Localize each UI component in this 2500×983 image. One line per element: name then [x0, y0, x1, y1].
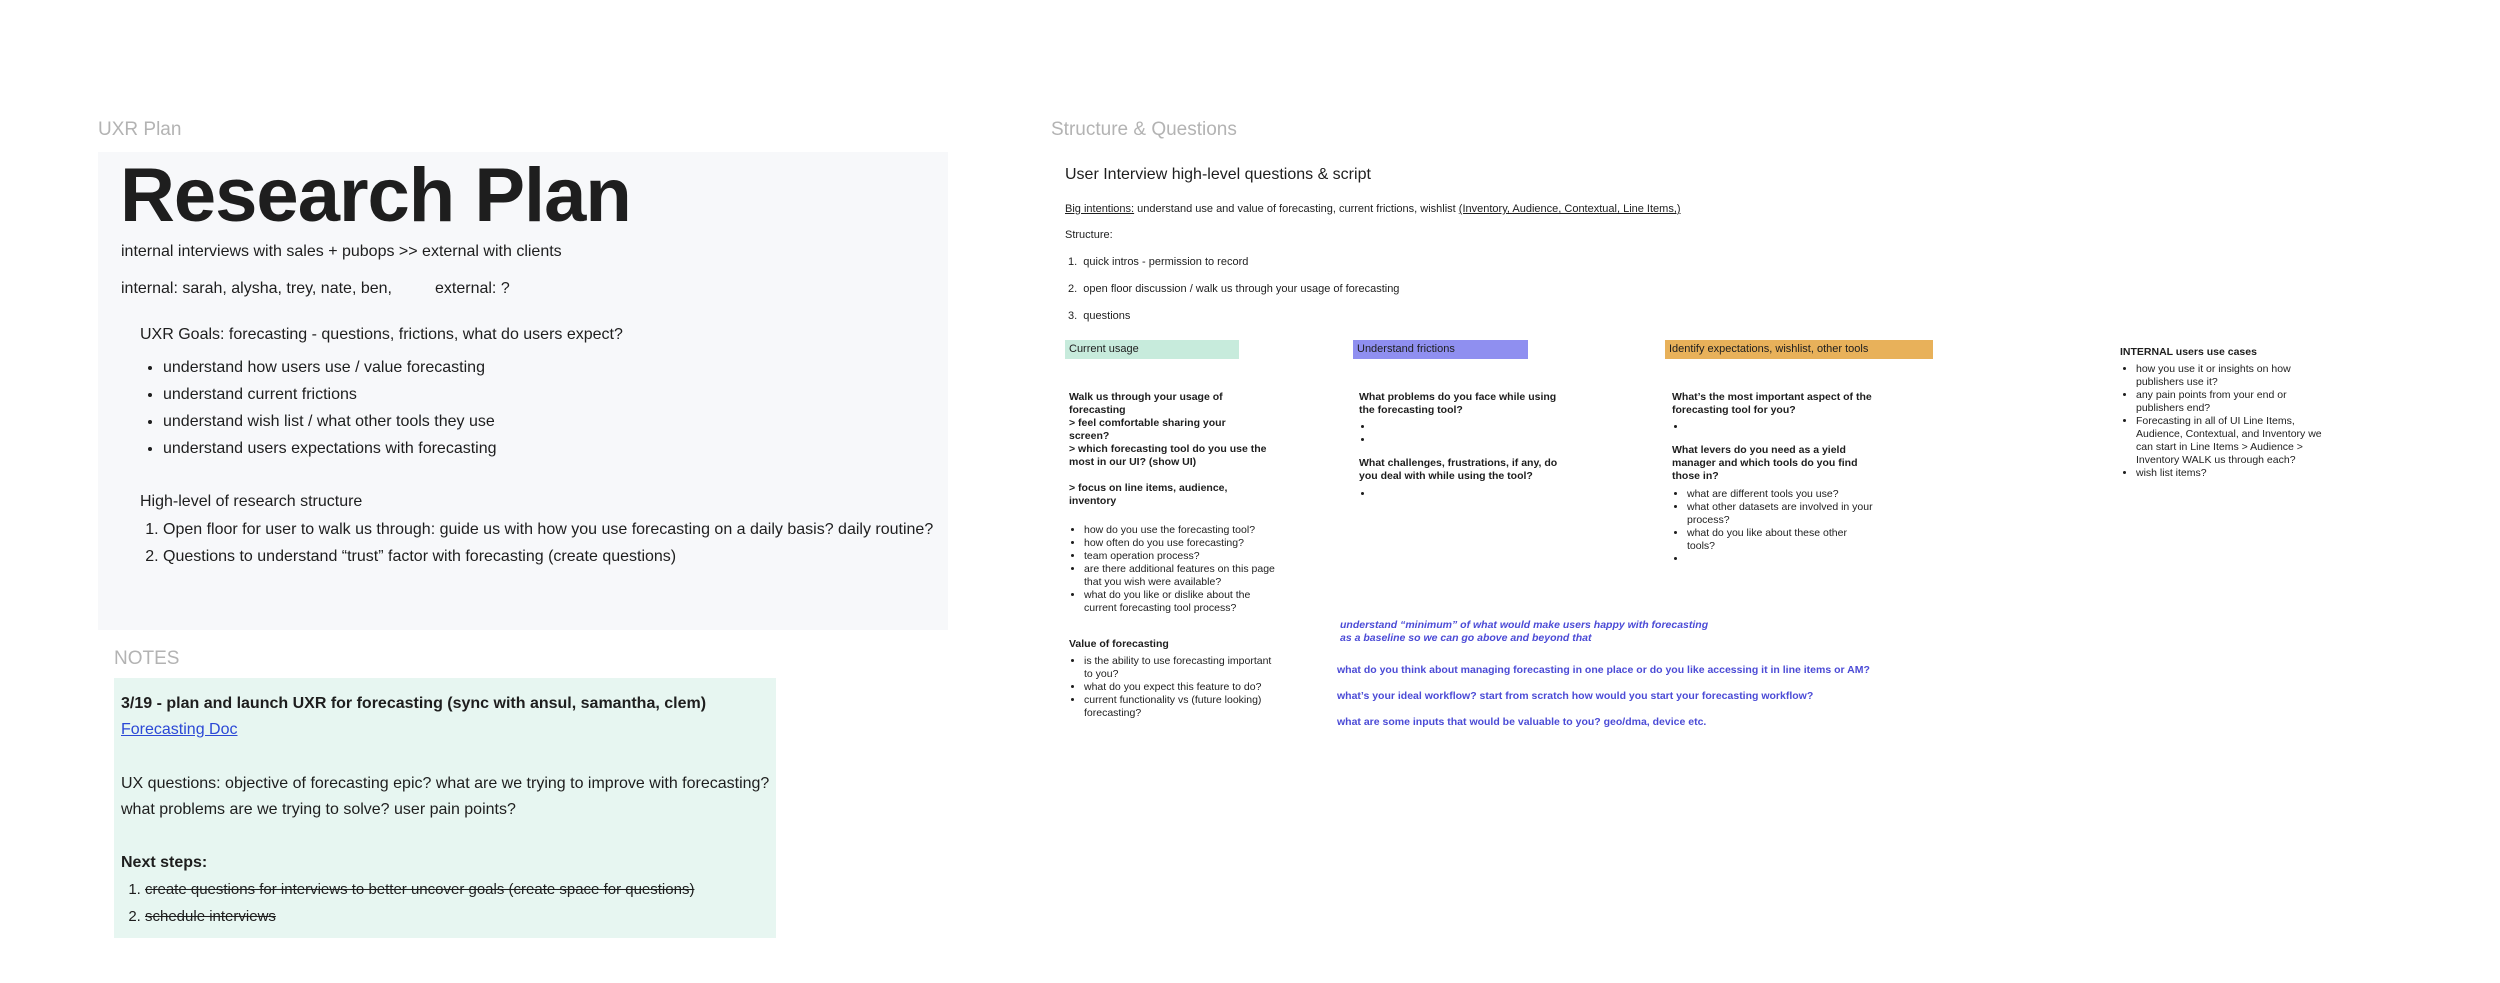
research-plan-title: Research Plan — [120, 153, 631, 238]
uxr-goals-heading: UXR Goals: forecasting - questions, frictions, what do users expect? — [140, 326, 623, 343]
blue-question-2: what’s your ideal workflow? start from scratch how would you start your forecasting workflow? — [1337, 690, 1814, 702]
expectations-bullets-2 — [1687, 488, 1877, 566]
list-item: 2. Questions to understand “trust” factor with forecasting (create questions) — [163, 543, 933, 570]
list-item — [1687, 553, 1877, 566]
minimum-note-line-1: understand “minimum” of what would make users happy with forecasting — [1340, 619, 1709, 631]
value-of-forecasting-heading: Value of forecasting — [1069, 638, 1169, 650]
ux-questions-line-2: what problems are we trying to solve? user pain points? — [121, 801, 516, 818]
next-steps-list — [145, 876, 694, 930]
frictions-question-2: What challenges, frustrations, if any, do you deal with while using the tool? — [1359, 457, 1558, 482]
list-item: • what do you like or dislike about the current forecasting tool process? — [1084, 589, 1276, 615]
list-item: • Forecasting in all of UI Line Items, Audience, Contextual, and Inventory we can start in Line Items > Audience > Inventory WALK us through each? — [2136, 415, 2336, 467]
interview-script-title: User Interview high-level questions & script — [1065, 166, 1371, 183]
identify-expectations-tag[interactable]: Identify expectations, wishlist, other tools — [1665, 340, 1933, 359]
list-item — [1374, 421, 1377, 434]
structure-item-text: questions — [1083, 310, 1131, 322]
focus-line: > focus on line items, audience, — [1069, 482, 1228, 494]
list-item — [1374, 434, 1377, 447]
expectations-question-1: What’s the most important aspect of the forecasting tool for you? — [1672, 391, 1872, 416]
notes-frame-label[interactable]: NOTES — [114, 648, 180, 669]
intro-line: Walk us through your usage of — [1069, 391, 1223, 403]
forecasting-doc-link[interactable]: Forecasting Doc — [121, 721, 238, 738]
list-item: • how do you use the forecasting tool? — [1084, 524, 1276, 537]
list-item: 1. Open floor for user to walk us through: guide us with how you use forecasting on a daily basis? daily routine? — [163, 516, 933, 543]
list-item: • understand wish list / what other tools they use — [163, 408, 497, 435]
structure-item-text: quick intros - permission to record — [1083, 256, 1249, 268]
intro-line: forecasting — [1069, 404, 1126, 416]
structure-item-3: 3. questions — [1068, 310, 1131, 322]
frictions-question-1: What problems do you face while using the forecasting tool? — [1359, 391, 1557, 416]
current-usage-tag[interactable]: Current usage — [1065, 340, 1239, 359]
intro-line: > which forecasting tool do you use the — [1069, 443, 1267, 455]
frictions-bullets-2 — [1374, 488, 1377, 501]
list-item: • understand users expectations with forecasting — [163, 435, 497, 462]
structure-item-2: 2. open floor discussion / walk us through your usage of forecasting — [1068, 283, 1400, 295]
current-usage-intro — [1069, 391, 1284, 508]
structure-item-1: 1. quick intros - permission to record — [1068, 256, 1249, 268]
list-item: • what are different tools you use? — [1687, 488, 1877, 501]
list-item: • current functionality vs (future looking) forecasting? — [1084, 694, 1276, 720]
expectations-question-2: What levers do you need as a yield manager and which tools do you find those in? — [1672, 444, 1858, 482]
list-item — [1374, 488, 1377, 501]
internal-participants: internal: sarah, alysha, trey, nate, ben, — [121, 280, 392, 297]
intro-line: screen? — [1069, 430, 1110, 442]
blue-question-1: what do you think about managing forecasting in one place or do you like accessing it in line items or AM? — [1337, 664, 1870, 676]
uxr-goals-list — [163, 354, 497, 462]
internal-users-bullets — [2136, 363, 2336, 480]
big-intentions-label: Big intentions: — [1065, 203, 1135, 215]
notes-date-line: 3/19 - plan and launch UXR for forecasting (sync with ansul, samantha, clem) — [121, 695, 707, 712]
list-item: • what do you expect this feature to do? — [1084, 681, 1276, 694]
focus-line: inventory — [1069, 495, 1117, 507]
big-intentions-line — [1065, 203, 1681, 215]
big-intentions-scope: (Inventory, Audience, Contextual, Line Items,) — [1458, 203, 1681, 215]
blue-question-3: what are some inputs that would be valuable to you? geo/dma, device etc. — [1337, 716, 1707, 728]
list-item: • any pain points from your end or publishers end? — [2136, 389, 2336, 415]
list-item: 2. schedule interviews — [145, 903, 694, 930]
list-item: • how you use it or insights on how publishers use it? — [2136, 363, 2336, 389]
intro-line: most in our UI? (show UI) — [1069, 456, 1197, 468]
list-item: • what do you like about these other tools? — [1687, 527, 1877, 553]
current-usage-bullets — [1084, 524, 1276, 615]
list-item: • team operation process? — [1084, 550, 1276, 563]
expectations-bullets-1 — [1687, 421, 1690, 434]
list-item: • understand current frictions — [163, 381, 497, 408]
list-item: • wish list items? — [2136, 467, 2336, 480]
structure-label: Structure: — [1065, 229, 1113, 241]
minimum-note-line-2: as a baseline so we can go above and beyond that — [1340, 632, 1592, 644]
internal-users-heading: INTERNAL users use cases — [2120, 346, 2257, 358]
research-structure-heading: High-level of research structure — [140, 493, 363, 510]
list-item: • understand how users use / value forecasting — [163, 354, 497, 381]
list-item: • is the ability to use forecasting important to you? — [1084, 655, 1276, 681]
understand-frictions-tag[interactable]: Understand frictions — [1353, 340, 1528, 359]
ux-questions-line-1: UX questions: objective of forecasting epic? what are we trying to improve with forecasting? — [121, 775, 770, 792]
list-item — [1687, 421, 1690, 434]
intro-line: > feel comfortable sharing your — [1069, 417, 1226, 429]
structure-item-text: open floor discussion / walk us through your usage of forecasting — [1083, 283, 1400, 295]
list-item: • are there additional features on this page that you wish were available? — [1084, 563, 1276, 589]
research-plan-subtitle: internal interviews with sales + pubops >> external with clients — [121, 243, 562, 260]
list-item: 1. create questions for interviews to better uncover goals (create space for questions) — [145, 876, 694, 903]
external-participants: external: ? — [435, 280, 510, 297]
research-structure-list — [163, 516, 933, 570]
list-item: • how often do you use forecasting? — [1084, 537, 1276, 550]
big-intentions-text: understand use and value of forecasting, current frictions, wishlist — [1137, 203, 1456, 215]
value-of-forecasting-bullets — [1084, 655, 1276, 720]
next-steps-heading: Next steps: — [121, 854, 208, 871]
list-item: • what other datasets are involved in your process? — [1687, 501, 1877, 527]
structure-questions-frame-label[interactable]: Structure & Questions — [1051, 119, 1237, 140]
frictions-bullets-1 — [1374, 421, 1377, 447]
uxr-plan-frame-label[interactable]: UXR Plan — [98, 119, 182, 140]
